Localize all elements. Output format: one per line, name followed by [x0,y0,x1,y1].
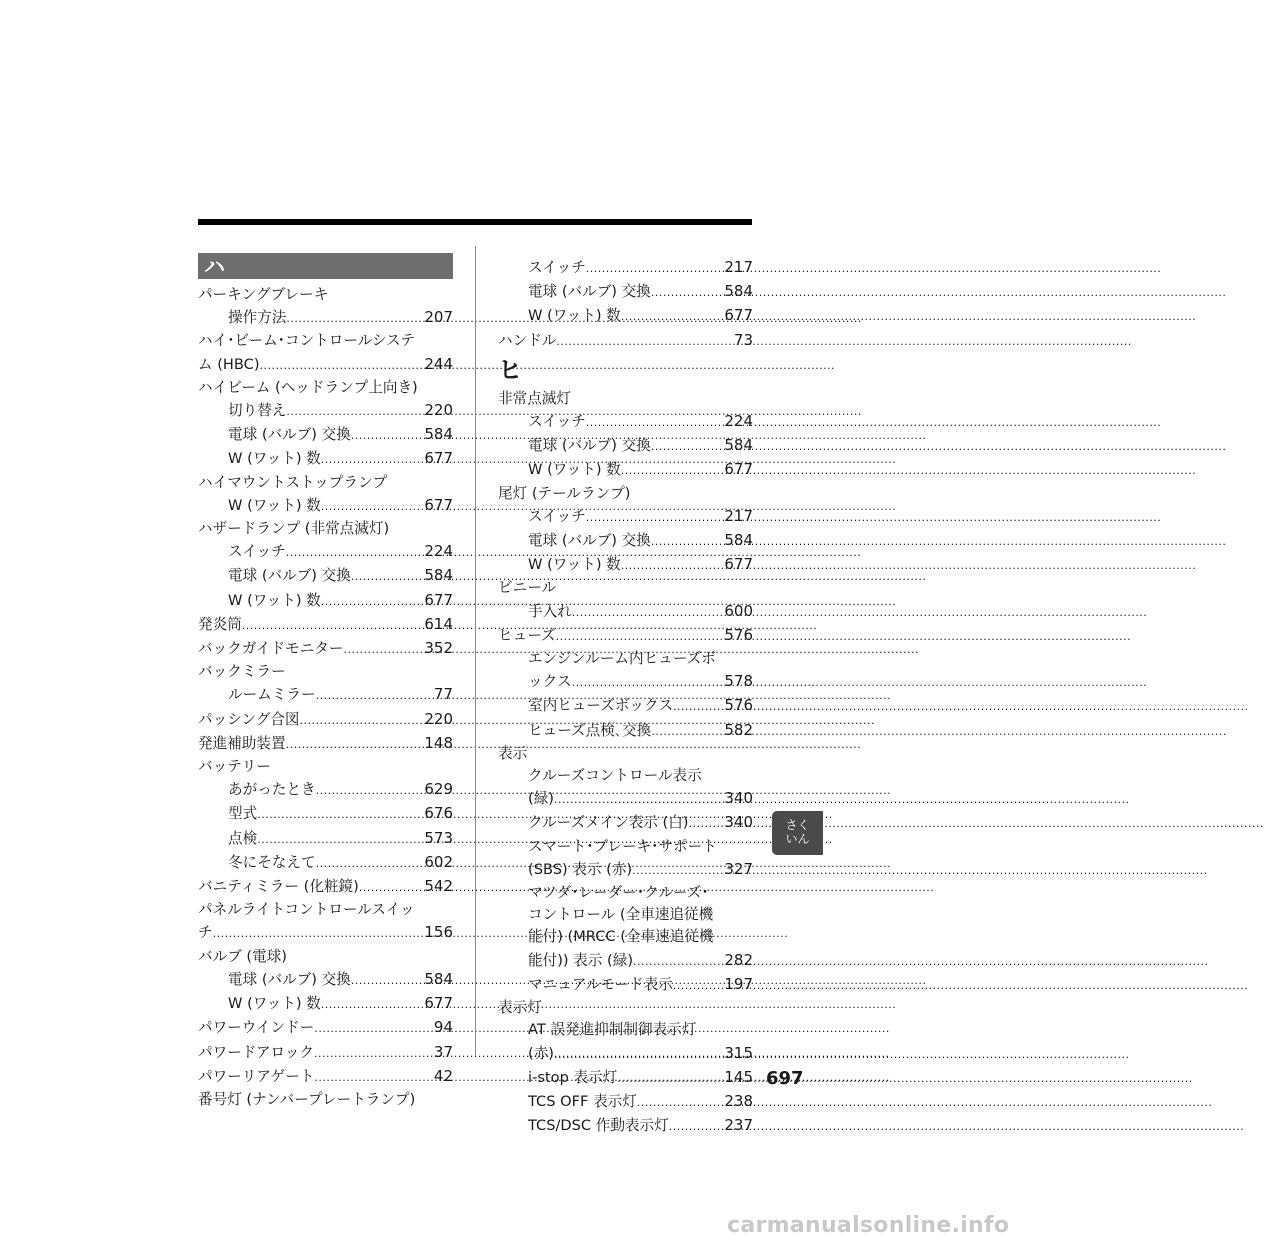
index-entry [198,899,453,945]
page-reference[interactable]: 677 [424,994,453,1013]
index-entry-row [198,637,453,661]
page-reference[interactable]: 602 [424,852,453,871]
index-entry [228,447,453,471]
index-entry [198,756,453,778]
index-entry [228,494,453,518]
entry-label-continued: コントロール (全車速追従機 [528,906,714,924]
dot-leader [286,400,422,423]
index-entry-row [528,858,753,882]
index-entry-row [528,670,753,694]
index-entry-row [528,553,753,577]
index-entry-row [528,1090,753,1114]
page-reference[interactable]: 677 [424,495,453,514]
page-reference[interactable]: 600 [724,601,753,620]
page-reference[interactable]: 677 [424,449,453,468]
index-entry [228,827,453,851]
dot-leader [621,554,723,577]
entry-label: ハイ･ビーム･コントロールシステ [198,332,415,350]
page-number: 697 [766,1068,804,1089]
index-entry [228,423,453,447]
page-reference[interactable]: 220 [424,401,453,420]
dot-leader [651,435,723,458]
entry-label: AT 誤発進抑制制御表示灯 [528,1021,697,1039]
dot-leader [351,565,423,588]
index-entry-row [228,827,453,851]
entry-label: スイッチ [528,507,586,525]
index-entry [228,992,453,1016]
page-reference[interactable]: 582 [724,720,753,739]
index-entry-row [528,1066,753,1090]
dot-leader [651,530,723,553]
entry-label: TCS OFF 表示灯 [528,1092,637,1110]
index-entry [528,1114,753,1138]
entry-label: パワードアロック [198,1043,315,1061]
dot-leader [321,495,423,518]
index-entry [528,811,753,835]
index-entry [228,778,453,802]
entry-label: (緑) [528,790,554,808]
dot-leader [321,993,423,1016]
index-entry-row [228,564,453,588]
page-reference[interactable]: 677 [724,460,753,479]
top-rule [198,219,752,225]
entry-label: 表示灯 [498,999,542,1017]
page-reference[interactable]: 94 [433,1018,453,1037]
index-entry [498,743,753,765]
dot-leader [586,411,723,434]
index-entry [528,553,753,577]
index-entry [498,329,753,353]
entry-label: 型式 [228,805,258,823]
index-entry [228,851,453,875]
dot-leader [621,305,723,328]
dot-leader [257,828,422,851]
page-reference[interactable]: 584 [724,436,753,455]
entry-label: パワーウインドー [198,1019,315,1037]
section-heading-ha: ハ [198,253,453,279]
index-entry-row [198,1041,453,1065]
index-entry [498,483,753,505]
dot-leader [257,803,422,826]
entry-label: あがったとき [228,781,316,799]
index-entry [198,637,453,661]
dot-leader [651,720,722,743]
entry-label: W (ワット) 数 [228,496,321,514]
entry-label: W (ワット) 数 [228,450,321,468]
entry-label: W (ワット) 数 [228,591,321,609]
dot-leader [673,695,722,718]
entry-label: ックス [528,673,572,691]
entry-label: チ [198,924,213,942]
index-entry-row [528,973,753,997]
watermark: carmanualsonline.info [727,1213,1010,1238]
index-entry [528,694,753,718]
page-reference[interactable]: 217 [724,258,753,276]
entry-label: W (ワット) 数 [528,307,621,325]
dot-leader [242,614,423,637]
dot-leader [554,788,722,811]
index-entry-row [228,540,453,564]
index-entry-row [498,624,753,648]
index-entry [198,875,453,899]
dot-leader [213,922,423,945]
entry-label: スイッチ [528,413,586,431]
dot-leader [351,969,423,992]
dot-leader [586,257,723,280]
entry-label: 非常点滅灯 [498,389,571,407]
index-entry [198,1089,453,1111]
index-entry-row [528,600,753,624]
index-entry-row [228,306,453,330]
entry-label: 操作方法 [228,309,287,327]
index-entry-row [228,589,453,613]
entry-label: エンジンルーム内ヒューズボ [528,650,716,668]
dot-leader [633,950,722,973]
right-entry-list [498,388,753,1139]
entry-label: バニティミラー (化粧鏡) [198,878,359,896]
index-entry-row [528,505,753,529]
page-reference[interactable]: 340 [724,789,753,808]
index-entry [198,1041,453,1065]
page-reference[interactable]: 327 [724,859,753,878]
entry-label: 能付)) 表示 (緑) [528,951,634,969]
page-reference[interactable]: 584 [424,425,453,444]
page-reference[interactable]: 224 [424,542,453,561]
dot-leader [316,779,423,802]
dot-leader [572,601,723,624]
index-entry [528,765,753,811]
dot-leader [556,330,732,353]
dot-leader [314,1017,432,1040]
index-entry [528,600,753,624]
index-entry-row [228,968,453,992]
index-entry [198,284,453,306]
entry-label: ビニール [498,579,557,597]
index-entry-row [528,1042,753,1066]
page-reference[interactable]: 576 [724,696,753,715]
index-entry-row [198,1016,453,1040]
index-entry [228,683,453,707]
entry-label: W (ワット) 数 [528,461,621,479]
index-entry [528,882,753,973]
index-entry [228,399,453,423]
index-column-right [498,256,753,1138]
entry-label: 発炎筒 [198,615,242,633]
index-entry-row [528,280,753,304]
entry-label: 電球 (バルブ) 交換 [228,426,351,444]
entry-label: 発進補助装置 [198,734,286,752]
index-entry-row [198,875,453,899]
dot-leader [572,671,723,694]
entry-label: パネルライトコントロールスイッ [198,901,415,919]
index-entry-row [228,992,453,1016]
index-entry-row [528,304,753,328]
index-entry-row [228,851,453,875]
entry-label: 室内ヒューズボックス [528,697,674,715]
page-reference[interactable]: 73 [733,330,753,349]
index-entry [528,458,753,482]
entry-label: ヒューズ点検､交換 [528,721,652,739]
index-entry-row [198,613,453,637]
dot-leader [286,541,423,564]
dot-leader [669,1115,723,1138]
entry-label: 切り替え [228,402,287,420]
entry-label: パワーリアゲート [198,1067,315,1085]
page-reference[interactable]: 340 [724,813,753,832]
index-entry [528,529,753,553]
entry-label: スマート･ブレーキ･サポート [528,837,717,855]
entry-label: ハイビーム (ヘッドランプ上向き) [198,378,418,396]
index-tab[interactable] [772,811,823,855]
dot-leader [300,709,423,732]
entry-label: 尾灯 (テールランプ) [498,484,631,502]
entry-label: ハザードランプ (非常点滅灯) [198,520,390,538]
dot-leader [316,852,423,875]
dot-leader [651,281,723,304]
entry-label: バッテリー [198,758,271,776]
dot-leader [556,625,723,648]
index-entry [528,304,753,328]
entry-label: 冬にそなえて [228,853,316,871]
page-reference[interactable]: 578 [724,672,753,691]
index-entry-row [528,256,753,280]
index-entry-row [228,399,453,423]
index-tab-line1: さく [785,818,810,832]
entry-label: ルームミラー [228,686,316,704]
entry-label: W (ワット) 数 [228,995,321,1013]
page-reference[interactable]: 197 [724,974,753,993]
index-entry-row [528,1114,753,1138]
index-entry [228,564,453,588]
entry-label: クルーズメイン表示 (白) [528,814,689,832]
index-entry-row [198,708,453,732]
dot-leader [351,424,423,447]
index-entry-row [528,787,753,811]
page-reference[interactable]: 576 [724,625,753,644]
dot-leader [321,590,423,613]
entry-label: W (ワット) 数 [528,556,621,574]
index-entry-row [228,423,453,447]
index-entry-row [528,410,753,434]
page-reference[interactable]: 37 [433,1042,453,1061]
index-entry [528,256,753,280]
page-reference[interactable]: 282 [724,950,753,969]
entry-label: バルブ (電球) [198,947,287,965]
page-reference[interactable]: 315 [724,1043,753,1062]
section-heading-hi: ヒ [498,355,522,384]
index-entry [528,434,753,458]
page-reference[interactable]: 614 [424,614,453,633]
page-reference[interactable]: 207 [424,308,453,327]
index-entry [528,719,753,743]
entry-label: ム (HBC) [198,355,260,373]
index-entry [198,377,453,399]
index-entry-row [528,949,753,973]
dot-leader [689,812,723,835]
index-column-left [198,253,453,1111]
index-entry [198,1016,453,1040]
entry-label: バックミラー [198,663,286,681]
index-entry [498,997,753,1019]
index-entry [228,589,453,613]
page-reference[interactable]: 352 [424,639,453,658]
entry-label: 電球 (バルブ) 交換 [528,437,651,455]
page-reference[interactable]: 584 [724,282,753,301]
index-entry [528,648,753,694]
entry-label: (赤) [528,1044,554,1062]
dot-leader [632,859,722,882]
index-entry [228,802,453,826]
entry-label: スイッチ [528,259,586,276]
index-entry [228,306,453,330]
index-entry-row [228,802,453,826]
index-entry-row [198,1065,453,1089]
index-entry-row [198,353,453,377]
entry-label: マツダ･レーダー･クルーズ･ [528,884,709,902]
index-entry [528,836,753,882]
page-reference[interactable]: 677 [724,555,753,574]
index-entry [198,613,453,637]
page-reference[interactable]: 584 [424,566,453,585]
dot-leader [260,354,423,377]
page-reference[interactable]: 677 [424,590,453,609]
dot-leader [314,1042,432,1065]
index-entry-row [528,529,753,553]
page-reference[interactable]: 220 [424,709,453,728]
entry-label: スイッチ [228,543,286,561]
index-entry-row [228,778,453,802]
page-reference[interactable]: 148 [424,733,453,752]
entry-label: パッシング合図 [198,710,300,728]
entry-label-continued: 能付) (MRCC (全車速追従機 [528,928,714,946]
index-entry-row [528,458,753,482]
entry-label: 電球 (バルブ) 交換 [228,567,351,585]
dot-leader [286,733,423,756]
dot-leader [586,506,723,529]
index-entry [198,732,453,756]
entry-label: 表示 [498,744,528,762]
index-entry-row [198,921,453,945]
index-entry-row [228,447,453,471]
entry-label: パーキングブレーキ [198,286,329,303]
right-continued-entry-list [498,256,753,353]
page-reference[interactable]: 42 [433,1066,453,1085]
page-reference[interactable]: 238 [724,1091,753,1110]
index-entry [528,505,753,529]
entry-label: 電球 (バルブ) 交換 [528,283,651,301]
index-entry [228,540,453,564]
page-reference[interactable]: 224 [724,412,753,431]
index-entry-row [228,683,453,707]
page-reference[interactable]: 584 [724,531,753,550]
dot-leader [673,974,723,997]
column-divider [475,246,476,1056]
dot-leader [321,448,423,471]
index-entry [198,472,453,494]
entry-label: 番号灯 (ナンバープレートランプ) [198,1090,416,1108]
index-entry-row [528,434,753,458]
page-reference[interactable]: 676 [424,804,453,823]
index-entry [228,968,453,992]
dot-leader [621,459,723,482]
index-entry [498,577,753,599]
index-entry [198,661,453,683]
page-reference[interactable]: 156 [424,923,453,942]
page-reference[interactable]: 677 [724,306,753,325]
entry-label: ハンドル [498,331,557,349]
dot-leader [637,1091,723,1114]
index-entry [198,708,453,732]
entry-label: マニュアルモード表示 [528,975,673,993]
entry-label: (SBS) 表示 (赤) [528,860,633,878]
index-entry [498,388,753,410]
left-entry-list [198,284,453,1111]
index-entry-row [498,329,753,353]
page-reference[interactable]: 584 [424,969,453,988]
index-entry [498,624,753,648]
index-entry [198,1065,453,1089]
entry-label: TCS/DSC 作動表示灯 [528,1117,669,1135]
entry-label: 点検 [228,829,258,847]
index-tab-line2: いん [785,832,810,846]
page-reference[interactable]: 244 [424,354,453,373]
entry-label: i-stop 表示灯 [528,1068,618,1086]
entry-label: 手入れ [528,602,572,620]
index-entry-row [528,811,753,835]
dot-leader [286,307,422,330]
index-entry [198,946,453,968]
entry-label: 電球 (バルブ) 交換 [228,970,351,988]
index-entry-row [198,732,453,756]
index-entry [528,410,753,434]
dot-leader [314,1066,432,1089]
page-reference[interactable]: 237 [724,1116,753,1135]
index-entry-row [528,719,753,743]
entry-label: ヒューズ [498,626,556,644]
dot-leader [617,1067,722,1090]
page-reference[interactable]: 542 [424,877,453,896]
index-entry [528,1019,753,1065]
page-reference[interactable]: 145 [724,1067,753,1086]
index-entry [198,518,453,540]
dot-leader [554,1043,722,1066]
entry-label: クルーズコントロール表示 [528,767,702,785]
dot-leader [344,638,423,661]
page-reference[interactable]: 77 [433,685,453,704]
entry-label: ハイマウントストップランプ [198,473,388,491]
index-entry [528,1090,753,1114]
index-entry [528,280,753,304]
page-reference[interactable]: 573 [424,828,453,847]
dot-leader [359,876,423,899]
page-reference[interactable]: 217 [724,506,753,525]
dot-leader [316,684,432,707]
index-entry [198,330,453,376]
index-entry-row [228,494,453,518]
entry-label: バックガイドモニター [198,640,344,658]
index-entry [528,973,753,997]
entry-label: 電球 (バルブ) 交換 [528,532,651,550]
index-entry [528,1066,753,1090]
index-entry-row [528,694,753,718]
page-reference[interactable]: 629 [424,780,453,799]
